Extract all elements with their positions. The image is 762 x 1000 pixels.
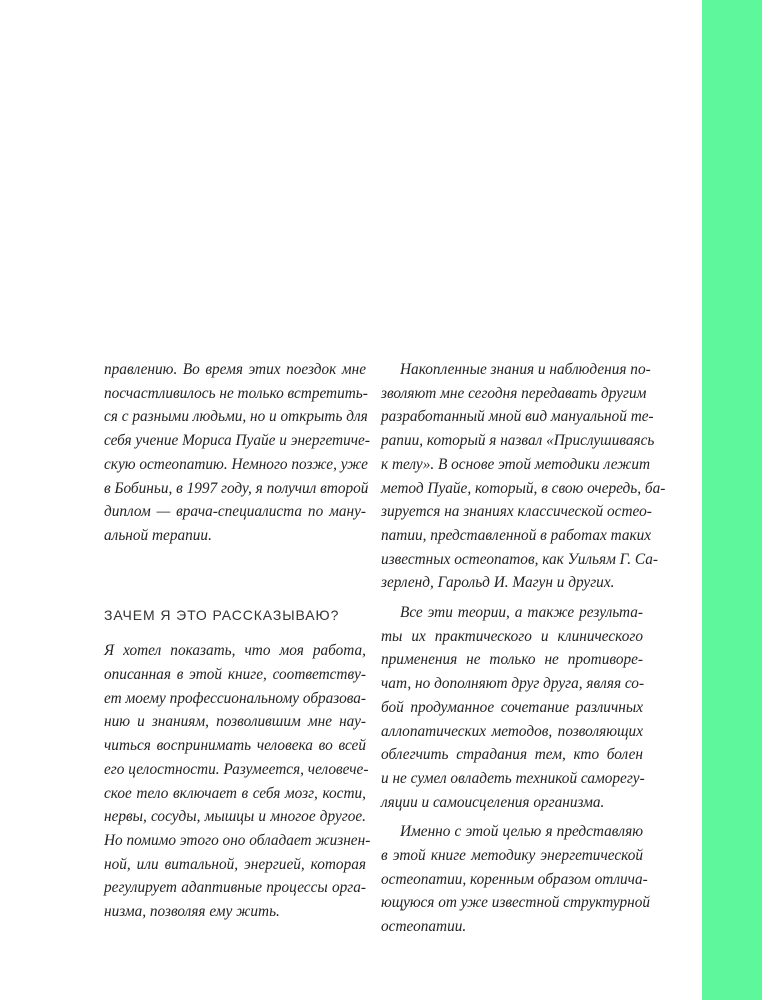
text-line: ляции и самоисцеления организма.	[381, 793, 605, 811]
text-line: Я хотел показать, что моя работа,	[104, 642, 366, 660]
text-line: остеопатии, коренным образом отлича-	[381, 870, 648, 888]
left-paragraph-2	[104, 639, 371, 923]
text-line: ет моему профессиональному образова-	[104, 689, 366, 707]
left-column	[104, 358, 371, 924]
text-line: низма, позволяя ему жить.	[104, 903, 280, 921]
text-line: ся с разными людьми, но и открыть для	[104, 408, 368, 426]
text-line: Но помимо этого оно обладает жизнен-	[104, 831, 371, 849]
text-line: разработанный мной вид мануальной те-	[381, 408, 654, 426]
text-line: облегчить страдания тем, кто болен	[381, 746, 643, 764]
right-paragraph-3	[381, 820, 651, 939]
text-line: зируется на знаниях классической остео-	[381, 503, 652, 521]
text-line: применения не только не противоре-	[381, 651, 643, 669]
text-line: ющуюся от уже известной структурной	[381, 894, 651, 912]
text-line: известных остеопатов, как Уильям Г. Са-	[381, 550, 658, 568]
text-line: ной, или витальной, энергией, которая	[104, 855, 366, 873]
text-line: метод Пуайе, который, в свою очередь, ба-	[381, 479, 666, 497]
text-line: Все эти теории, а также результа-	[400, 604, 643, 622]
text-line: в этой книге методику энергетической	[381, 847, 643, 865]
text-line: в Бобиньи, в 1997 году, я получил второй	[104, 479, 369, 497]
side-color-strip	[702, 0, 762, 1000]
left-paragraph-1	[104, 358, 370, 548]
text-line: ты их практического и клинического	[381, 627, 643, 645]
text-line: альной терапии.	[104, 526, 212, 544]
text-line: диплом — врача-специалиста по ману-	[104, 503, 366, 521]
text-line: рапии, который я назвал «Прислушиваясь	[381, 432, 655, 450]
text-line: чат, но дополняют друг друга, являя со-	[381, 675, 645, 693]
text-line: аллопатических методов, позволяющих	[381, 722, 643, 740]
text-line: читься воспринимать человека во всей	[104, 737, 366, 755]
text-line: зерленд, Гарольд И. Магун и других.	[381, 574, 615, 592]
text-line: скую остеопатию. Немного позже, уже	[104, 455, 368, 473]
text-line: нию и знаниям, позволившим мне нау-	[104, 713, 366, 731]
text-line: нервы, сосуды, мышцы и многое другое.	[104, 808, 366, 826]
text-line: себя учение Мориса Пуайе и энергетиче-	[104, 432, 370, 450]
text-line: правлению. Во время этих поездок мне	[104, 361, 366, 378]
right-column	[381, 358, 666, 939]
text-line: бой продуманное сочетание различных	[381, 698, 643, 716]
text-line: патии, представленной в работах таких	[381, 526, 652, 544]
section-heading: ЗАЧЕМ Я ЭТО РАССКАЗЫВАЮ?	[104, 606, 340, 623]
text-line: посчастливилось не только встретить-	[104, 384, 368, 402]
text-line: остеопатии.	[381, 918, 467, 936]
text-line: зволяют мне сегодня передавать другим	[381, 384, 647, 402]
text-line: Накопленные знания и наблюдения по-	[400, 361, 651, 378]
right-paragraph-2	[381, 601, 643, 814]
text-line: Именно с этой целью я представляю	[400, 823, 643, 841]
right-paragraph-1	[381, 358, 666, 595]
text-line: его целостности. Разумеется, человече-	[104, 760, 369, 778]
text-line: регулирует адаптивные процессы орга-	[104, 879, 366, 897]
text-line: и не сумел овладеть техникой саморегу-	[381, 769, 645, 787]
text-line: к телу». В основе этой методики лежит	[381, 455, 651, 473]
text-line: описанная в этой книге, соответству-	[104, 666, 366, 684]
text-line: ское тело включает в себя мозг, кости,	[104, 784, 366, 802]
